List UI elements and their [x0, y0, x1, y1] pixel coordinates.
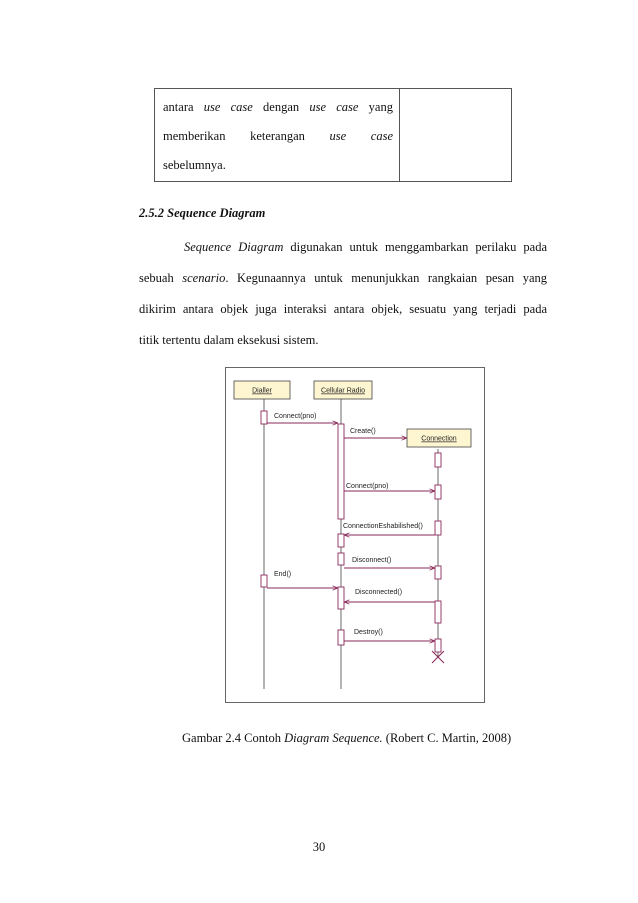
object-connection — [407, 429, 471, 447]
table-cell-text — [163, 93, 393, 180]
activation-bar — [435, 601, 441, 623]
table-line: antara use case dengan use case yang — [163, 100, 393, 114]
activation-bar — [261, 575, 267, 587]
message-label: Create() — [350, 428, 376, 435]
table-fragment — [154, 88, 512, 182]
object-dialler-label: Dialler — [252, 387, 272, 395]
activation-bar — [435, 639, 441, 652]
message-label: Destroy() — [354, 629, 383, 636]
object-connection-label: Connection — [421, 435, 457, 443]
paragraph-line: Sequence Diagram digunakan untuk menggambarkan perilaku pada — [184, 240, 547, 254]
message-label: Connect(pno) — [346, 483, 389, 490]
object-cellular-radio-label: Cellular Radio — [321, 387, 365, 395]
message-label: Connect(pno) — [274, 413, 317, 420]
table-divider — [399, 89, 400, 181]
sequence-diagram — [225, 367, 485, 703]
section-heading: 2.5.2 Sequence Diagram — [139, 206, 266, 220]
activation-bar — [435, 566, 441, 579]
message-label: Disconnect() — [352, 557, 392, 564]
activation-bar — [338, 587, 344, 609]
message-label: Disconnected() — [355, 589, 403, 596]
object-dialler — [234, 381, 290, 399]
paragraph-line: titik tertentu dalam eksekusi sistem. — [139, 333, 319, 347]
table-line: memberikan keterangan use case — [163, 129, 393, 143]
activation-bar — [338, 534, 344, 547]
figure-caption: Gambar 2.4 Contoh Diagram Sequence. (Robert C. Martin, 2008) — [182, 731, 512, 745]
activation-bar — [338, 553, 344, 565]
paragraph-line: dikirim antara objek juga interaksi antara objek, sesuatu yang terjadi pada — [139, 302, 547, 316]
table-line: sebelumnya. — [163, 158, 226, 172]
paragraph-line: sebuah scenario. Kegunaannya untuk menunjukkan rangkaian pesan yang — [139, 271, 547, 285]
activation-bar — [435, 453, 441, 467]
activation-bar — [435, 521, 441, 535]
message-label: End() — [274, 571, 292, 578]
activation-bar — [338, 424, 344, 519]
activation-bar — [435, 485, 441, 499]
object-cellular-radio — [314, 381, 372, 399]
activation-bar — [338, 630, 344, 645]
page-number: 30 — [312, 840, 326, 854]
section-paragraph — [139, 232, 547, 356]
activation-bar — [261, 411, 267, 424]
message-label: ConnectionEshabilished() — [343, 523, 423, 530]
